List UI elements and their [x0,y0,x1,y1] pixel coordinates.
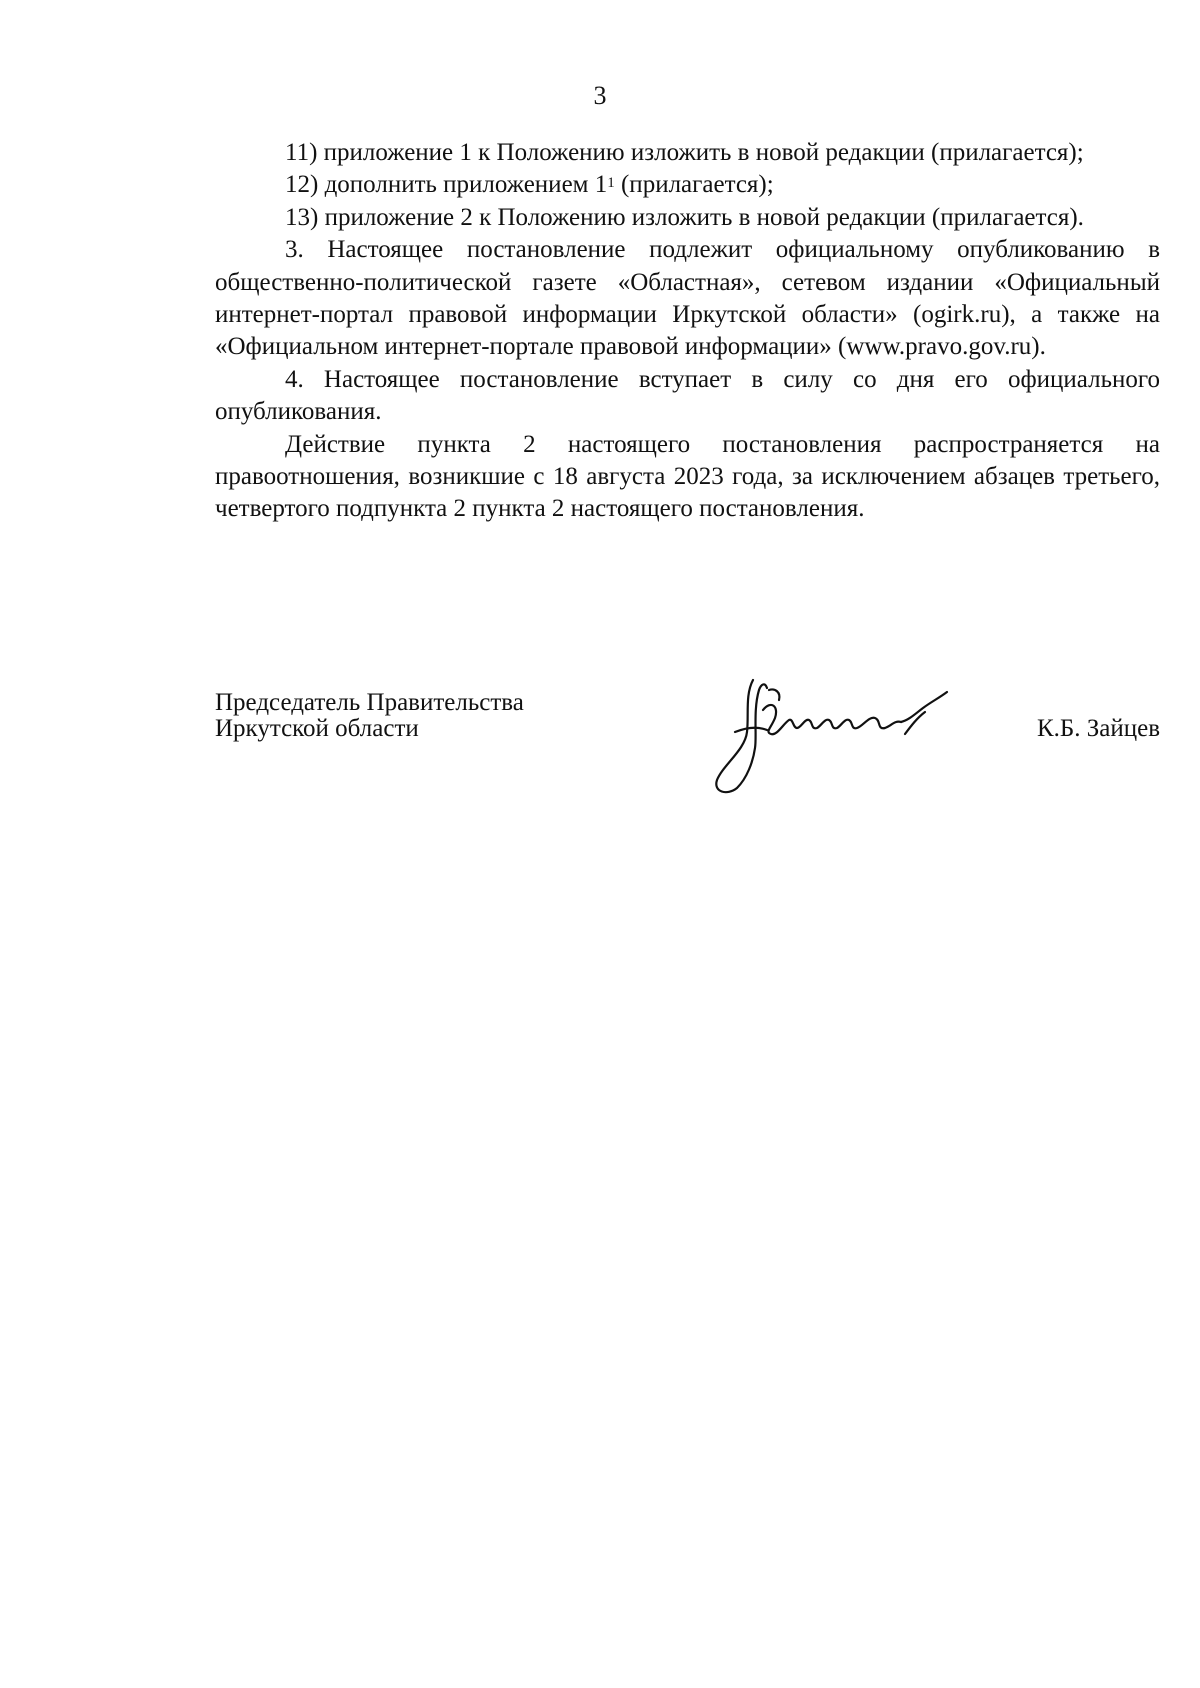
signature-block [215,690,1160,820]
signatory-name: К.Б. Зайцев [1036,715,1160,742]
paragraph-effective-date: 4. Настоящее постановление вступает в силу со дня его официального опубликования. [215,365,1160,426]
paragraph-item-11: 11) приложение 1 к Положению изложить в новой редакции (прилагается); [285,139,1084,166]
signatory-title [215,690,524,742]
paragraph-publication: 3. Настоящее постановление подлежит официальному опубликованию в общественно-политической газете «Областная», сетевом издании «Официальный интернет-портал правовой информации Иркутской области» (ogirk.ru), а также на «Официальном интернет-портале правовой информации» (www.pravo.gov.ru). [215,236,1160,361]
paragraph-item-13: 13) приложение 2 к Положению изложить в новой редакции (прилагается). [285,203,1084,231]
signatory-title-line2: Иркутской области [215,715,419,742]
paragraph-item-12-text: 12) дополнить приложением 1 [285,171,608,199]
paragraph-retroactive-effect: Действие пункта 2 настоящего постановления распространяется на правоотношения, возникшие с 18 августа 2023 года, за исключением абзацев третьего, четвертого подпункта 2 пункта 2 настоящего постановления. [215,430,1160,523]
page-number: 3 [593,81,607,110]
document-body [215,137,1160,526]
superscript: 1 [607,175,615,192]
paragraph-item-12-tail: (прилагается); [614,171,774,199]
handwritten-signature [705,670,965,800]
paragraph-item-12 [215,169,1160,201]
signatory-title-line1: Председатель Правительства [215,689,524,716]
